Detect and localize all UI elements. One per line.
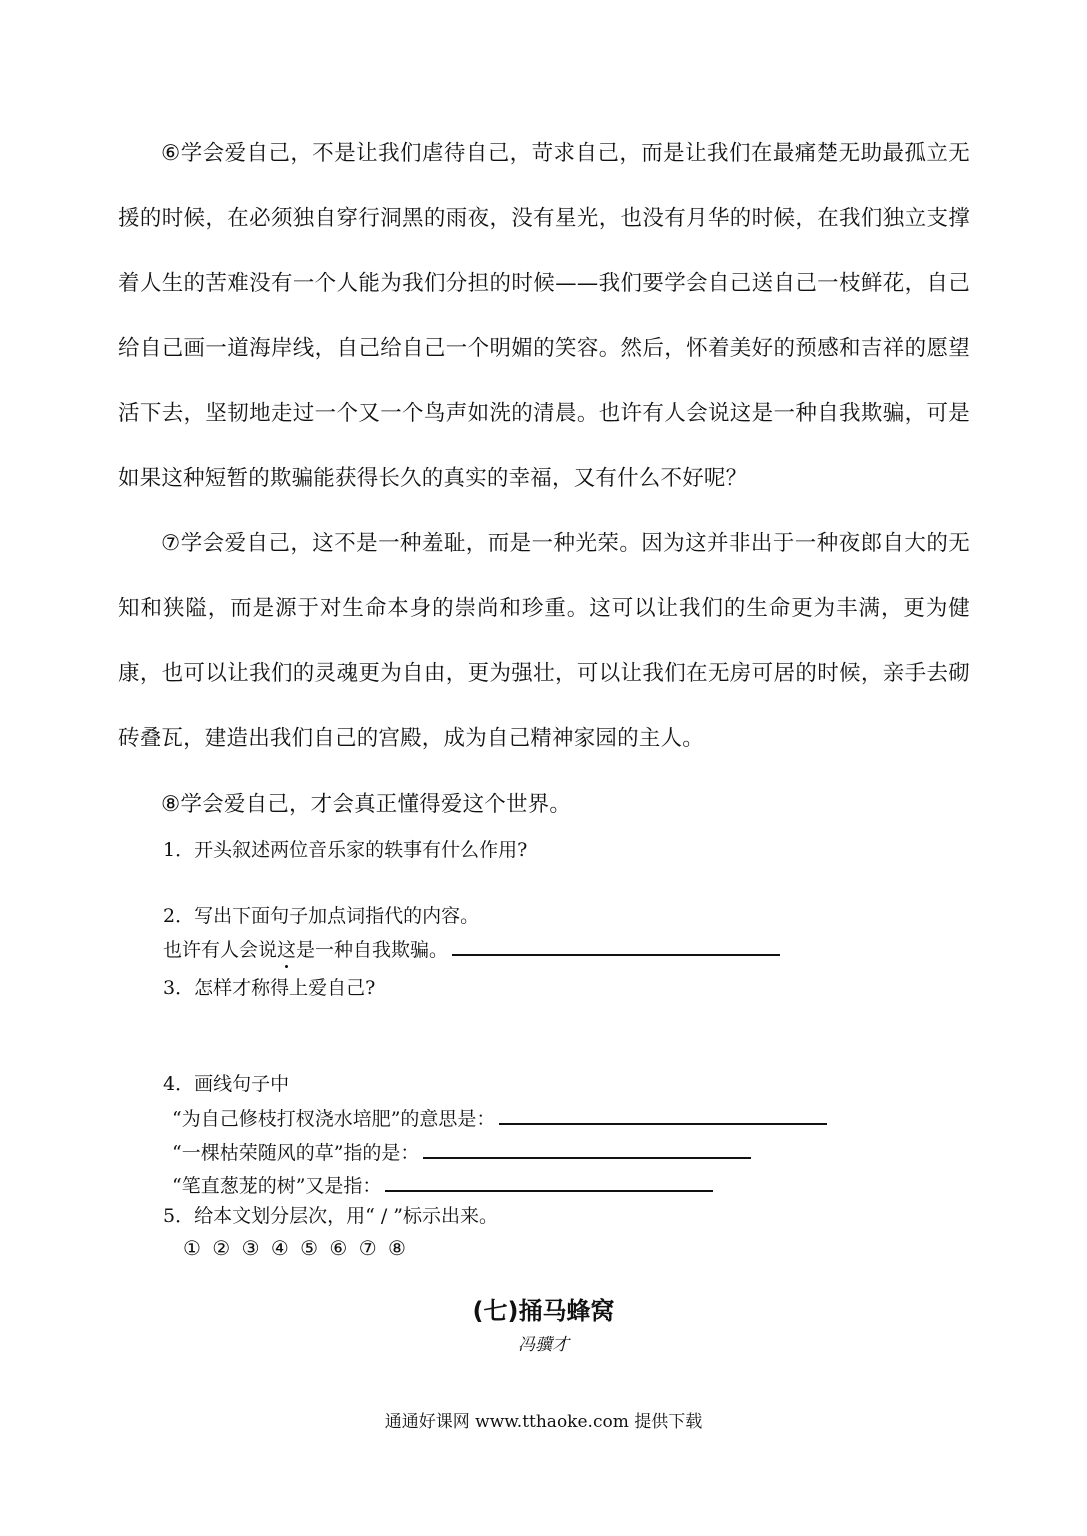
- question-4a: [172, 1105, 827, 1131]
- question-4a-text: “为自己修枝打杈浇水培肥”的意思是：: [172, 1108, 496, 1130]
- page-footer: 通通好课网 www.tthaoke.com 提供下载: [384, 1412, 703, 1432]
- section-title: (七)捅马蜂窝: [472, 1297, 615, 1325]
- answer-line-4b[interactable]: [423, 1139, 751, 1159]
- question-2-sentence: [163, 936, 780, 962]
- section-author: 冯骥才: [518, 1335, 569, 1355]
- question-5: 5．给本文划分层次，用“ / ”标示出来。: [163, 1205, 498, 1227]
- question-2: 2．写出下面句子加点词指代的内容。: [163, 905, 480, 927]
- question-4: 4．画线句子中: [163, 1073, 290, 1095]
- question-4b-text: “一棵枯荣随风的草”指的是：: [172, 1142, 420, 1164]
- paragraph-6: ⑥学会爱自己，不是让我们虐待自己，苛求自己，而是让我们在最痛楚无助最孤立无援的时候，在必须独自穿行洞黑的雨夜，没有星光，也没有月华的时候，在我们独立支撑着人生的苦难没有一个人能为我们分担的时候——我们要学会自己送自己一枝鲜花，自己给自己画一道海岸线，自己给自己一个明媚的笑容。然后，怀着美好的预感和吉祥的愿望活下去，坚韧地走过一个又一个鸟声如洗的清晨。也许有人会说这是一种自我欺骗，可是如果这种短暂的欺骗能获得长久的真实的幸福，又有什么不好呢？: [118, 141, 970, 491]
- question-4c-text: “笔直葱茏的树”又是指：: [172, 1175, 382, 1197]
- paragraph-8: ⑧学会爱自己，才会真正懂得爱这个世界。: [161, 792, 572, 817]
- question-2-dotted-word: 这: [277, 939, 297, 961]
- paragraph-7: ⑦学会爱自己，这不是一种羞耻，而是一种光荣。因为这并非出于一种夜郎自大的无知和狭隘，而是源于对生命本身的崇尚和珍重。这可以让我们的生命更为丰满，更为健康，也可以让我们的灵魂更为自由，更为强壮，可以让我们在无房可居的时候，亲手去砌砖叠瓦，建造出我们自己的宫殿，成为自己精神家园的主人。: [118, 531, 970, 751]
- question-1: 1．开头叙述两位音乐家的轶事有什么作用?: [163, 839, 528, 861]
- question-2-sentence-before: 也许有人会说: [163, 939, 278, 961]
- question-4c: [172, 1172, 713, 1198]
- answer-line-2[interactable]: [452, 936, 780, 956]
- answer-line-4a[interactable]: [499, 1105, 827, 1125]
- question-3: 3．怎样才称得上爱自己?: [163, 977, 376, 999]
- question-2-sentence-after: 是一种自我欺骗。: [296, 939, 449, 961]
- paragraph-markers: ① ② ③ ④ ⑤ ⑥ ⑦ ⑧: [183, 1236, 406, 1260]
- question-4b: [172, 1139, 751, 1165]
- answer-line-4c[interactable]: [385, 1172, 713, 1192]
